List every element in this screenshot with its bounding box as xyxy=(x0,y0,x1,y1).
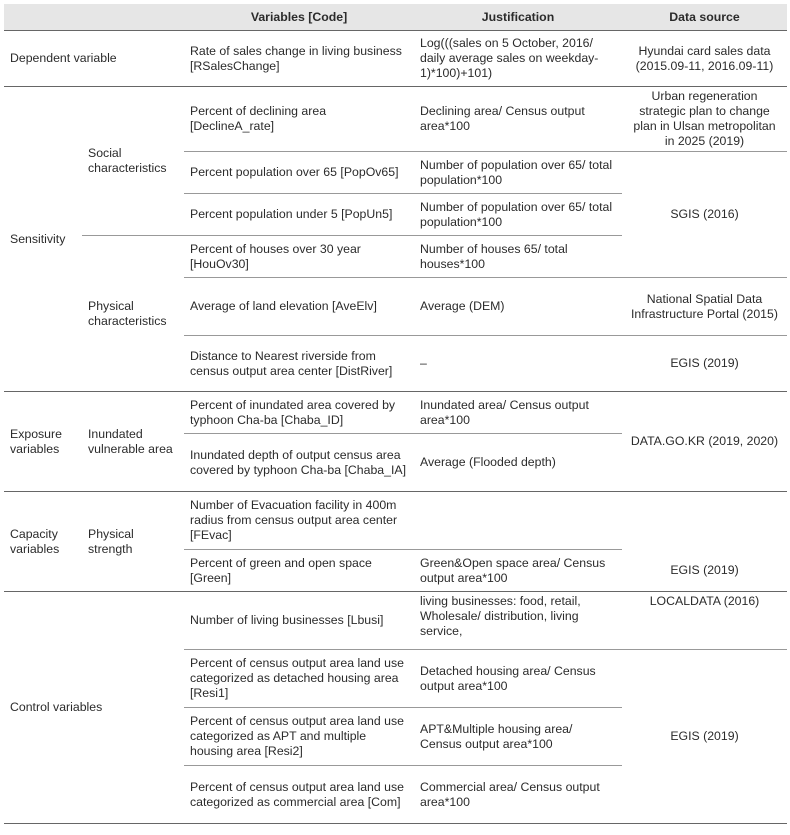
variable-cell: Inundated depth of output census area covered by typhoon Cha-ba [Chaba_IA] xyxy=(184,434,414,492)
justification-cell: Declining area/ Census output area*100 xyxy=(414,87,622,152)
header-variables: Variables [Code] xyxy=(184,4,414,31)
justification-cell: Green&Open space area/ Census output area*100 xyxy=(414,550,622,592)
source-cell: LOCALDATA (2016) xyxy=(622,592,787,650)
justification-cell: Average (DEM) xyxy=(414,278,622,336)
variable-cell: Percent population over 65 [PopOv65] xyxy=(184,152,414,194)
group-dependent: Dependent variable xyxy=(4,31,184,87)
sub-social: Social characteristics xyxy=(82,87,184,236)
variable-cell: Distance to Nearest riverside from census output area center [DistRiver] xyxy=(184,336,414,392)
group-exposure: Exposure variables xyxy=(4,392,82,492)
group-sensitivity: Sensitivity xyxy=(4,87,82,392)
source-cell: Urban regeneration strategic plan to change plan in Ulsan metropolitan in 2025 (2019) xyxy=(622,87,787,152)
header-blank-1 xyxy=(4,4,82,31)
variable-cell: Percent of green and open space [Green] xyxy=(184,550,414,592)
group-control: Control variables xyxy=(4,592,184,824)
variable-cell: Percent of census output area land use categorized as commercial area [Com] xyxy=(184,766,414,824)
justification-cell: – xyxy=(414,336,622,392)
variable-cell: Percent population under 5 [PopUn5] xyxy=(184,194,414,236)
header-row xyxy=(4,4,787,31)
sub-physical-strength: Physical strength xyxy=(82,492,184,592)
source-cell: Hyundai card sales data (2015.09-11, 2016.09-11) xyxy=(622,31,787,87)
variable-cell: Rate of sales change in living business [RSalesChange] xyxy=(184,31,414,87)
variables-table xyxy=(4,4,787,824)
header-data-source: Data source xyxy=(622,4,787,31)
sub-inundated: Inundated vulnerable area xyxy=(82,392,184,492)
header-justification: Justification xyxy=(414,4,622,31)
justification-cell: Log(((sales on 5 October, 2016/ daily average sales on weekday-1)*100)+101) xyxy=(414,31,622,87)
variable-cell: Percent of census output area land use categorized as detached housing area [Resi1] xyxy=(184,650,414,708)
justification-cell: Number of population over 65/ total population*100 xyxy=(414,194,622,236)
variable-cell: Percent of census output area land use categorized as APT and multiple housing area [Resi2] xyxy=(184,708,414,766)
justification-cell: Number of houses 65/ total houses*100 xyxy=(414,236,622,278)
source-cell: National Spatial Data Infrastructure Portal (2015) xyxy=(622,278,787,336)
source-cell: DATA.GO.KR (2019, 2020) xyxy=(622,392,787,492)
variable-cell: Percent of inundated area covered by typhoon Cha-ba [Chaba_ID] xyxy=(184,392,414,434)
group-capacity: Capacity variables xyxy=(4,492,82,592)
justification-cell: APT&Multiple housing area/ Census output area*100 xyxy=(414,708,622,766)
table-row xyxy=(4,87,787,152)
source-cell: SGIS (2016) xyxy=(622,152,787,278)
justification-cell: Number of population over 65/ total population*100 xyxy=(414,152,622,194)
table-row xyxy=(4,392,787,434)
table-row xyxy=(4,492,787,550)
variable-cell: Percent of declining area [DeclineA_rate] xyxy=(184,87,414,152)
table-row xyxy=(4,31,787,87)
justification-cell: Detached housing area/ Census output area*100 xyxy=(414,650,622,708)
source-cell: EGIS (2019) xyxy=(622,336,787,392)
header-blank-2 xyxy=(82,4,184,31)
sub-physical: Physical characteristics xyxy=(82,236,184,392)
source-cell: EGIS (2019) xyxy=(622,650,787,824)
justification-cell: Inundated area/ Census output area*100 xyxy=(414,392,622,434)
variable-cell: Average of land elevation [AveElv] xyxy=(184,278,414,336)
source-cell-empty xyxy=(622,492,787,550)
justification-cell xyxy=(414,492,622,550)
source-cell: EGIS (2019) xyxy=(622,550,787,592)
variable-cell: Number of living businesses [Lbusi] xyxy=(184,592,414,650)
justification-cell: Commercial area/ Census output area*100 xyxy=(414,766,622,824)
justification-cell: living businesses: food, retail, Wholesale/ distribution, living service, xyxy=(414,592,622,650)
variable-cell: Number of Evacuation facility in 400m radius from census output area center [FEvac] xyxy=(184,492,414,550)
justification-cell: Average (Flooded depth) xyxy=(414,434,622,492)
table-row xyxy=(4,592,787,650)
variable-cell: Percent of houses over 30 year [HouOv30] xyxy=(184,236,414,278)
